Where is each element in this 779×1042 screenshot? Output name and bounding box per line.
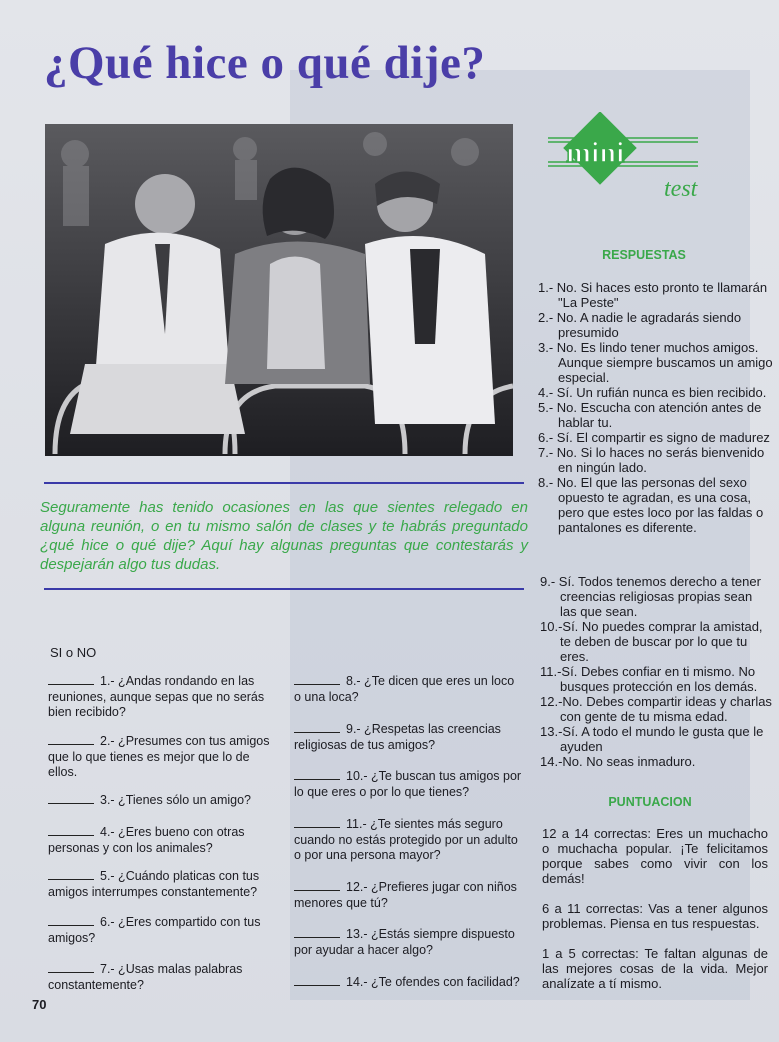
page-title: ¿Qué hice o qué dije? (44, 37, 486, 89)
question-11: 11.- ¿Te sientes más seguro cuando no estás protegido por un adulto o por una persona mayor? (294, 817, 518, 862)
question-13: 13.- ¿Estás siempre dispuesto por ayudar a hacer algo? (294, 927, 515, 957)
question-1: 1.- ¿Andas rondando en las reuniones, aunque sepas que no serás bien recibido? (48, 674, 265, 719)
question-6: 6.- ¿Eres compartido con tus amigos? (48, 915, 261, 945)
answers-list-a (538, 280, 778, 535)
answer-blank[interactable] (294, 890, 340, 891)
question-3: 3.- ¿Tienes sólo un amigo? (48, 793, 273, 809)
answer-blank[interactable] (294, 827, 340, 828)
puntuacion-heading: PUNTUACION (608, 795, 692, 809)
answer-blank[interactable] (48, 972, 94, 973)
question-5: 5.- ¿Cuándo platicas con tus amigos interrumpes constantemente? (48, 869, 260, 899)
si-no-label: SI o NO (50, 645, 97, 660)
answer-item: 14.-No. No seas inmaduro. (540, 754, 696, 769)
answer-blank[interactable] (294, 732, 340, 733)
question-7: 7.- ¿Usas malas palabras constantemente? (48, 962, 243, 992)
answer-item: 11.-Sí. Debes confiar en ti mismo. No busques protección en los demás. (540, 664, 758, 694)
answer-item: 4.- Sí. Un rufián nunca es bien recibido. (538, 385, 767, 400)
mini-test-logo (548, 112, 720, 206)
respuestas-heading: RESPUESTAS (602, 248, 686, 262)
photo-three-people-seated (45, 124, 513, 456)
score-12-14: 12 a 14 correctas: Eres un muchacho o muchacha popular. ¡Te felicitamos porque sabes como vivir con los demás! (542, 826, 768, 886)
answer-item: 1.- No. Si haces esto pronto te llamarán "La Peste" (538, 280, 768, 310)
answer-item: 13.-Sí. A todo el mundo le gusta que le ayuden (540, 724, 764, 754)
question-2: 2.- ¿Presumes con tus amigos que lo que tienes es mejor que lo de ellos. (48, 734, 270, 779)
score-1-5: 1 a 5 correctas: Te faltan algunas de las mejores cosas de la vida. Mejor analízate a tí mismo. (542, 946, 768, 991)
question-12: 12.- ¿Prefieres jugar con niños menores que tú? (294, 880, 517, 910)
question-14: 14.- ¿Te ofendes con facilidad? (294, 975, 524, 991)
page-number: 70 (32, 997, 47, 1012)
logo-word: mini (566, 136, 625, 169)
answer-item: 12.-No. Debes compartir ideas y charlas con gente de tu misma edad. (540, 694, 772, 724)
question-8: 8.- ¿Te dicen que eres un loco o una loca? (294, 674, 515, 704)
answer-item: 2.- No. A nadie le agradarás siendo presumido (538, 310, 742, 340)
answer-item: 6.- Sí. El compartir es signo de madurez (538, 430, 770, 445)
question-9: 9.- ¿Respetas las creencias religiosas de tus amigos? (294, 722, 501, 752)
answer-blank[interactable] (48, 879, 94, 880)
answer-item: 7.- No. Si lo haces no serás bienvenido en ningún lado. (538, 445, 765, 475)
question-4: 4.- ¿Eres bueno con otras personas y con los animales? (48, 825, 245, 855)
answer-item: 8.- No. El que las personas del sexo opuesto te agradan, es una cosa, pero que estes loco por las faldas o pantalones es diferente. (538, 475, 764, 535)
intro-text: Seguramente has tenido ocasiones en las que sientes relegado en alguna reunión, o en tu mismo salón de clases y te habrás preguntado ¿qué hice o qué dije? Aquí hay algunas preguntas que contestarás y despejarán algo tus dudas. (40, 499, 528, 573)
answer-blank[interactable] (294, 779, 340, 780)
answer-blank[interactable] (48, 925, 94, 926)
divider-top (44, 482, 524, 484)
answer-item: 5.- No. Escucha con atención antes de hablar tu. (538, 400, 762, 430)
answer-blank[interactable] (294, 684, 340, 685)
answers-list-b (540, 574, 772, 769)
answer-item: 10.-Sí. No puedes comprar la amistad, te deben de buscar por lo que tu eres. (540, 619, 763, 664)
divider-bottom (44, 588, 524, 590)
answer-item: 9.- Sí. Todos tenemos derecho a tener creencias religiosas propias sean las que sean. (540, 574, 761, 619)
logo-sub: test (664, 176, 698, 202)
answer-blank[interactable] (294, 985, 340, 986)
answer-blank[interactable] (48, 803, 94, 804)
answer-blank[interactable] (48, 835, 94, 836)
score-6-11: 6 a 11 correctas: Vas a tener algunos problemas. Piensa en tus respuestas. (542, 901, 768, 931)
answer-blank[interactable] (48, 744, 94, 745)
answer-blank[interactable] (294, 937, 340, 938)
question-10: 10.- ¿Te buscan tus amigos por lo que eres o por lo que tienes? (294, 769, 522, 799)
answer-item: 3.- No. Es lindo tener muchos amigos. Aunque siempre buscamos un amigo especial. (538, 340, 773, 385)
answer-blank[interactable] (48, 684, 94, 685)
